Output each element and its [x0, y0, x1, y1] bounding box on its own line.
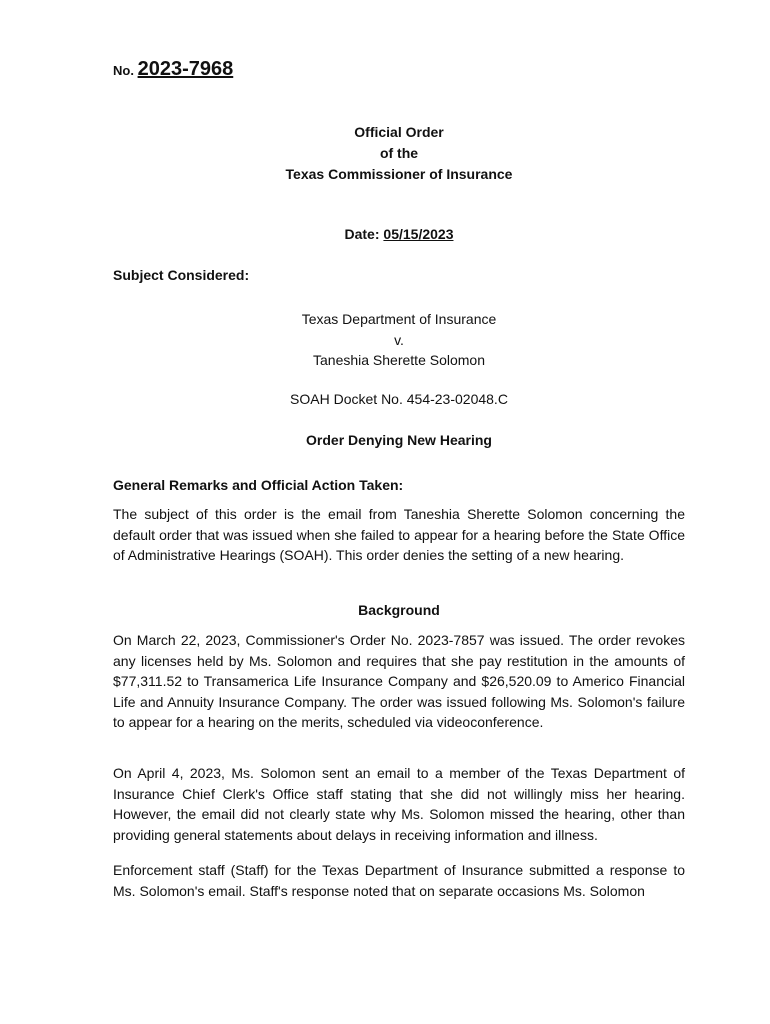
- title-line-2: of the: [379, 145, 419, 161]
- background-paragraph-3: Enforcement staff (Staff) for the Texas Department of Insurance submitted a response to Ms. Solomon's email. Staff's response noted that on separate occasions Ms. Solomon: [113, 862, 685, 899]
- date-value: 05/15/2023: [383, 226, 454, 242]
- order-title: [113, 122, 685, 185]
- versus: v.: [394, 331, 404, 348]
- docket-number: SOAH Docket No. 454-23-02048.C: [290, 391, 508, 407]
- subject-label: Subject Considered:: [113, 267, 250, 283]
- order-number-label: No.: [113, 63, 134, 78]
- party-plaintiff: Texas Department of Insurance: [301, 311, 497, 327]
- case-caption: [113, 309, 685, 371]
- order-date: [113, 226, 685, 242]
- party-respondent: Taneshia Sherette Solomon: [313, 352, 485, 368]
- title-line-1: Official Order: [354, 124, 444, 140]
- remarks-label: General Remarks and Official Action Taken:: [113, 477, 404, 493]
- order-number-value: 2023-7968: [137, 58, 234, 80]
- background-paragraph-1: On March 22, 2023, Commissioner's Order No. 2023-7857 was issued. The order revokes any licenses held by Ms. Solomon and requires that she pay restitution in the amounts of $77,311.52 to Transamerica Life Insurance Company and $26,520.09 to Americo Financial Life and Annuity Insurance Company. The order was issued following Ms. Solomon's failure to appear for a hearing on the merits, scheduled via videoconference.: [113, 632, 685, 730]
- background-heading: Background: [358, 602, 440, 618]
- background-paragraph-2: On April 4, 2023, Ms. Solomon sent an email to a member of the Texas Department of Insurance Chief Clerk's Office staff stating that she did not willingly miss her hearing. However, the email did not clearly state why Ms. Solomon missed the hearing, other than providing general statements about delays in receiving information and illness.: [113, 765, 685, 843]
- date-label: Date:: [344, 226, 380, 242]
- order-heading: Order Denying New Hearing: [306, 432, 492, 448]
- remarks-paragraph: The subject of this order is the email from Taneshia Sherette Solomon concerning the default order that was issued when she failed to appear for a hearing before the State Office of Administrative Hearings (SOAH). This order denies the setting of a new hearing.: [113, 506, 685, 563]
- order-number: [113, 58, 233, 81]
- title-line-3: Texas Commissioner of Insurance: [285, 166, 513, 182]
